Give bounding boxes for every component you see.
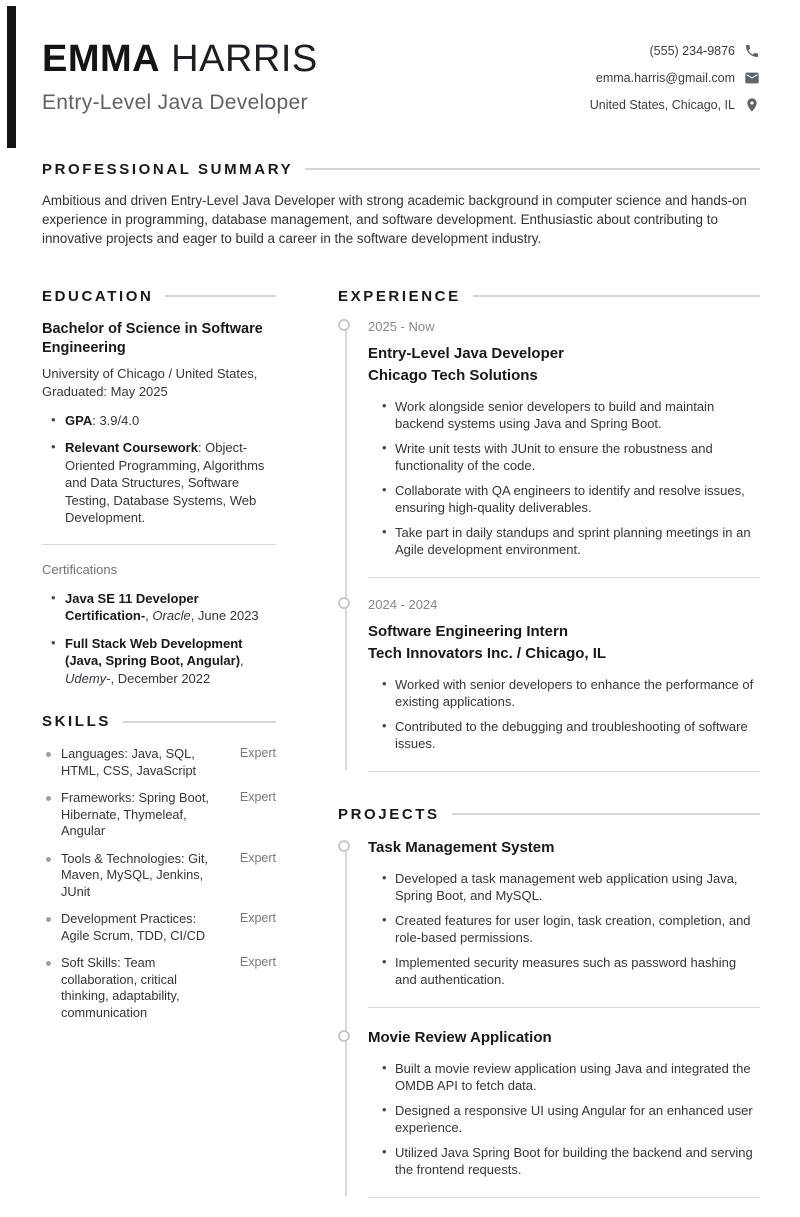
skill-level: Expert [239, 746, 276, 761]
entry-title: Software Engineering Intern [368, 622, 569, 640]
job-title: Entry-Level Java Developer [42, 90, 308, 114]
projects-heading [338, 806, 760, 823]
degree-title: Bachelor of Science in Software Engineering [42, 320, 263, 356]
full-name [42, 38, 318, 81]
right-column [338, 288, 760, 1217]
project-title: Task Management System [368, 838, 555, 856]
certification-issuer: Udemy- [65, 670, 111, 686]
last-name: HARRIS [171, 38, 318, 80]
summary-text: Ambitious and driven Entry-Level Java Developer with strong academic background in computer science and hands-on experience in programming, database management, and software development. Enthusiastic about contributing to innovative projects and eager to build a career in the software development industry. [42, 192, 747, 246]
experience-timeline [338, 319, 760, 772]
bullet-text: : Object-Oriented Programming, Algorithms and Data Structures, Software Testing, Database Systems, Web Development. [65, 440, 265, 526]
project-bullet: • Developed a task management web application using Java, Spring Boot, and MySQL. [382, 870, 760, 904]
experience-heading [338, 288, 760, 305]
contact-email-row [596, 70, 760, 86]
entry-dates: 2024 - 2024 [368, 596, 438, 612]
skill-text: Languages: Java, SQL, HTML, CSS, JavaScript [61, 746, 197, 778]
projects-section [338, 806, 760, 1198]
summary-section [42, 161, 760, 248]
institution-text: University of Chicago / United States, Graduated: May 2025 [42, 365, 258, 399]
columns [42, 288, 760, 1217]
entry-bullet: • Contributed to the debugging and troubleshooting of software issues. [382, 718, 760, 752]
certification-item [42, 635, 276, 688]
certification-name: Full Stack Web Development (Java, Spring Boot, Angular) [65, 635, 243, 669]
skill-row [42, 851, 276, 901]
summary-heading [42, 161, 760, 178]
project-entry [338, 837, 760, 988]
experience-heading-label: EXPERIENCE [338, 287, 461, 305]
entry-dates: 2025 - Now [368, 318, 435, 334]
skill-level: Expert [239, 911, 276, 926]
identity-block [42, 38, 318, 115]
entry-bullet: • Take part in daily standups and sprint planning meetings in an Agile development environment. [382, 524, 760, 558]
contact-phone-row [650, 43, 760, 59]
projects-heading-label: PROJECTS [338, 805, 440, 823]
skill-row [42, 746, 276, 779]
certification-date: , June 2023 [190, 608, 259, 624]
corner-accent-bar [7, 6, 16, 148]
certification-separator: , [240, 653, 244, 669]
phone-icon [744, 43, 760, 59]
skill-bullet-dot [46, 857, 51, 862]
skill-row [42, 955, 276, 1021]
section-divider [42, 544, 276, 545]
skill-level: Expert [239, 955, 276, 970]
phone-number: (555) 234-9876 [649, 44, 735, 58]
certification-issuer: Oracle [152, 608, 191, 624]
project-entry [338, 1027, 760, 1178]
envelope-icon [744, 70, 760, 86]
education-bullet [42, 412, 276, 430]
skills-heading [42, 713, 276, 730]
timeline-dot [338, 597, 350, 609]
entry-divider [368, 1007, 760, 1008]
entry-company: Tech Innovators Inc. / Chicago, IL [368, 644, 607, 662]
skill-text: Development Practices: Agile Scrum, TDD, CI/CD [61, 911, 206, 943]
entry-bullets [368, 676, 760, 752]
certification-name: Java SE 11 Developer Certification- [65, 590, 199, 624]
project-bullets [368, 870, 760, 988]
education-bullet [42, 439, 276, 527]
skill-bullet-dot [46, 796, 51, 801]
heading-rule [473, 295, 760, 297]
heading-rule [305, 168, 760, 170]
location-text: United States, Chicago, IL [589, 98, 735, 112]
skill-level: Expert [239, 790, 276, 805]
timeline-dot [338, 840, 350, 852]
bullet-bold-label: GPA [65, 412, 93, 428]
education-bullets [42, 412, 276, 527]
entry-divider [368, 1197, 760, 1198]
entry-company: Chicago Tech Solutions [368, 366, 538, 384]
entry-bullet: • Collaborate with QA engineers to identify and resolve issues, ensuring high-quality deliverables. [382, 482, 760, 516]
header [0, 0, 800, 115]
experience-entry [338, 597, 760, 752]
skills-heading-label: SKILLS [42, 713, 111, 731]
skill-text: Frameworks: Spring Boot, Hibernate, Thymeleaf, Angular [61, 790, 209, 839]
timeline-dot [338, 1030, 350, 1042]
project-bullet: • Created features for user login, task creation, completion, and role-based permissions. [382, 912, 760, 946]
entry-divider [368, 771, 760, 772]
entry-title: Entry-Level Java Developer [368, 344, 564, 362]
bullet-text: : 3.9/4.0 [92, 412, 140, 428]
skill-level: Expert [239, 850, 276, 865]
heading-rule [123, 721, 276, 723]
projects-timeline [338, 837, 760, 1198]
education-heading-label: EDUCATION [42, 287, 154, 305]
skill-text: Soft Skills: Team collaboration, critical thinking, adaptability, communication [61, 955, 180, 1020]
bullet-bold-label: Relevant Coursework [65, 440, 198, 456]
project-bullet: • Built a movie review application using Java and integrated the OMDB API to fetch data. [382, 1060, 760, 1094]
project-bullet: • Utilized Java Spring Boot for building the backend and serving the frontend requests. [382, 1144, 760, 1178]
certification-date: , December 2022 [110, 670, 211, 686]
skills-section [42, 713, 276, 1021]
skill-bullet-dot [46, 961, 51, 966]
education-section [42, 288, 276, 688]
entry-divider [368, 577, 760, 578]
skill-text: Tools & Technologies: Git, Maven, MySQL, Jenkins, JUnit [61, 850, 209, 899]
entry-bullet: • Write unit tests with JUnit to ensure the robustness and functionality of the code. [382, 440, 760, 474]
certification-separator: , [145, 608, 153, 624]
experience-section [338, 288, 760, 772]
project-bullet: • Implemented security measures such as password hashing and authentication. [382, 954, 760, 988]
project-bullets [368, 1060, 760, 1178]
contact-location-row [590, 97, 760, 113]
timeline-dot [338, 319, 350, 331]
skill-bullet-dot [46, 752, 51, 757]
email-address: emma.harris@gmail.com [595, 71, 735, 85]
certification-item [42, 590, 276, 625]
project-title: Movie Review Application [368, 1028, 552, 1046]
contact-block [590, 38, 760, 113]
certifications-label: Certifications [42, 561, 118, 577]
project-bullet: • Designed a responsive UI using Angular for an enhanced user experience. [382, 1102, 760, 1136]
heading-rule [452, 813, 760, 815]
entry-bullets [368, 398, 760, 558]
summary-heading-label: PROFESSIONAL SUMMARY [42, 160, 294, 178]
entry-bullet: • Worked with senior developers to enhance the performance of existing applications. [382, 676, 760, 710]
experience-entry [338, 319, 760, 558]
first-name: EMMA [42, 38, 161, 80]
skills-list [42, 746, 276, 1021]
skill-bullet-dot [46, 917, 51, 922]
education-heading [42, 288, 276, 305]
left-column [42, 288, 276, 1217]
skill-row [42, 790, 276, 840]
entry-bullet: • Work alongside senior developers to build and maintain backend systems using Java and Spring Boot. [382, 398, 760, 432]
certifications-list [42, 590, 276, 688]
location-pin-icon [744, 97, 760, 113]
skill-row [42, 911, 276, 944]
heading-rule [165, 295, 276, 297]
